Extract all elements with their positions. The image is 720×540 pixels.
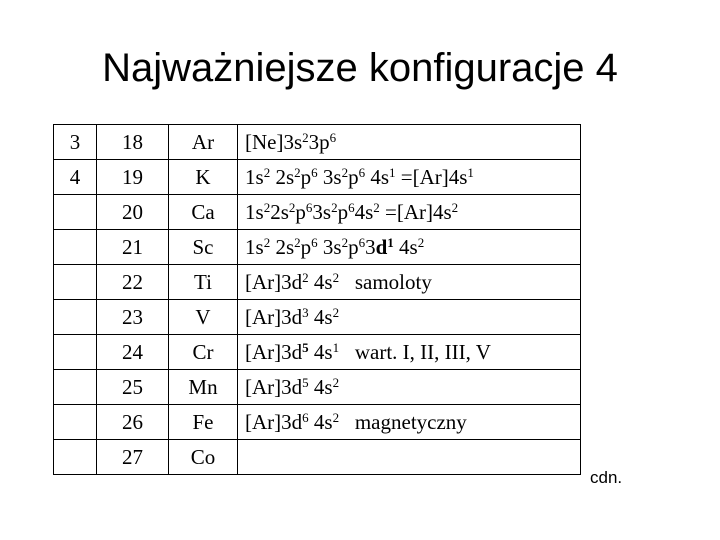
- config-superscript: 2: [294, 234, 301, 250]
- electron-config-cell: [238, 230, 581, 265]
- config-text: magnetyczny: [339, 409, 467, 434]
- electron-config-cell: [238, 125, 581, 160]
- config-text: 1s: [245, 199, 264, 224]
- table-row: [54, 300, 581, 335]
- config-superscript: 2: [302, 269, 309, 285]
- config-text: 4s: [308, 409, 333, 434]
- config-superscript: 6: [305, 199, 313, 215]
- electron-config-cell: [238, 440, 581, 475]
- config-text: 2s: [270, 164, 295, 189]
- config-text: 4s: [308, 304, 333, 329]
- config-superscript: 2: [332, 269, 340, 285]
- period-cell: [54, 265, 97, 300]
- atomic-number-cell: 21: [97, 230, 169, 265]
- config-text: 4s: [365, 164, 389, 189]
- config-text: [Ar]3d: [245, 339, 303, 364]
- config-text: 3s: [312, 199, 332, 224]
- config-superscript: 2: [341, 234, 349, 250]
- electron-configuration-table: [53, 124, 581, 475]
- config-superscript: 6: [329, 129, 337, 145]
- atomic-number-cell: 19: [97, 160, 169, 195]
- table-row: [54, 265, 581, 300]
- config-text: 3s: [317, 164, 342, 189]
- electron-config-cell: [238, 370, 581, 405]
- config-text: 3s: [317, 234, 342, 259]
- atomic-number-cell: 25: [97, 370, 169, 405]
- config-text: 4s: [308, 269, 333, 294]
- atomic-number-cell: 23: [97, 300, 169, 335]
- config-text: p: [337, 199, 349, 224]
- config-superscript: 5: [302, 374, 309, 390]
- atomic-number-cell: 22: [97, 265, 169, 300]
- config-text: 3p: [308, 129, 330, 154]
- config-superscript: 6: [302, 409, 309, 425]
- footnote: cdn.: [590, 468, 623, 487]
- config-superscript: 2: [263, 234, 271, 250]
- period-cell: 4: [54, 160, 97, 195]
- table-row: [54, 335, 581, 370]
- config-text: 2s: [270, 234, 295, 259]
- config-text: p: [300, 234, 312, 259]
- element-symbol-cell: Fe: [169, 405, 238, 440]
- config-text: 3: [365, 234, 376, 259]
- config-text: 1s: [245, 164, 264, 189]
- period-cell: 3: [54, 125, 97, 160]
- config-text: d: [375, 234, 388, 259]
- config-superscript: 1: [389, 164, 396, 180]
- config-text: [Ar]3d: [245, 269, 303, 294]
- table-row: [54, 230, 581, 265]
- atomic-number-cell: 24: [97, 335, 169, 370]
- period-cell: [54, 195, 97, 230]
- config-text: samoloty: [339, 269, 432, 294]
- config-text: p: [348, 164, 359, 189]
- config-text: [Ne]3s: [245, 129, 303, 154]
- config-text: 4s: [308, 374, 333, 399]
- config-superscript: 2: [288, 199, 296, 215]
- table-row: [54, 125, 581, 160]
- electron-config-cell: [238, 405, 581, 440]
- config-text: p: [295, 199, 306, 224]
- element-symbol-cell: Ar: [169, 125, 238, 160]
- electron-config-cell: [238, 335, 581, 370]
- slide-title: Najważniejsze konfiguracje 4: [102, 46, 618, 90]
- electron-config-cell: [238, 160, 581, 195]
- atomic-number-cell: 18: [97, 125, 169, 160]
- config-text: 4s: [354, 199, 374, 224]
- config-text: 1s: [245, 234, 264, 259]
- table-row: [54, 160, 581, 195]
- config-text: [Ar]3d: [245, 374, 303, 399]
- electron-config-cell: [238, 300, 581, 335]
- config-superscript: 2: [341, 164, 349, 180]
- config-text: p: [300, 164, 312, 189]
- element-symbol-cell: Co: [169, 440, 238, 475]
- config-text: [Ar]3d: [245, 409, 303, 434]
- period-cell: [54, 405, 97, 440]
- config-superscript: 2: [302, 129, 309, 145]
- period-cell: [54, 335, 97, 370]
- config-text: =[Ar]4s: [379, 199, 452, 224]
- config-superscript: 2: [263, 199, 271, 215]
- config-text: 4s: [308, 339, 333, 364]
- element-symbol-cell: Ti: [169, 265, 238, 300]
- config-superscript: 2: [332, 409, 340, 425]
- config-superscript: 2: [294, 164, 301, 180]
- atomic-number-cell: 27: [97, 440, 169, 475]
- period-cell: [54, 440, 97, 475]
- config-superscript: 6: [348, 199, 355, 215]
- config-text: p: [348, 234, 359, 259]
- config-text: =[Ar]4s: [395, 164, 468, 189]
- config-text: [Ar]3d: [245, 304, 303, 329]
- config-superscript: 1: [332, 339, 340, 355]
- config-superscript: 2: [331, 199, 338, 215]
- atomic-number-cell: 20: [97, 195, 169, 230]
- table-row: [54, 440, 581, 475]
- config-superscript: 2: [263, 164, 271, 180]
- config-superscript: 6: [358, 164, 366, 180]
- atomic-number-cell: 26: [97, 405, 169, 440]
- config-superscript: 6: [311, 234, 318, 250]
- element-symbol-cell: V: [169, 300, 238, 335]
- period-cell: [54, 370, 97, 405]
- config-superscript: 2: [373, 199, 380, 215]
- electron-config-cell: [238, 265, 581, 300]
- config-superscript: 2: [451, 199, 459, 215]
- electron-config-cell: [238, 195, 581, 230]
- element-symbol-cell: Mn: [169, 370, 238, 405]
- config-text: 4s: [393, 234, 418, 259]
- table-row: [54, 370, 581, 405]
- table-row: [54, 195, 581, 230]
- table-row: [54, 405, 581, 440]
- config-superscript: 2: [332, 374, 340, 390]
- element-symbol-cell: Sc: [169, 230, 238, 265]
- config-superscript: 5: [302, 339, 309, 355]
- config-text: wart. I, II, III, V: [339, 339, 491, 364]
- config-superscript: 1: [467, 164, 474, 180]
- config-superscript: 6: [358, 234, 366, 250]
- element-symbol-cell: Cr: [169, 335, 238, 370]
- period-cell: [54, 230, 97, 265]
- config-superscript: 3: [302, 304, 309, 320]
- config-text: 2s: [270, 199, 289, 224]
- config-superscript: 1: [387, 234, 394, 250]
- config-superscript: 2: [417, 234, 425, 250]
- period-cell: [54, 300, 97, 335]
- element-symbol-cell: K: [169, 160, 238, 195]
- config-superscript: 2: [332, 304, 340, 320]
- element-symbol-cell: Ca: [169, 195, 238, 230]
- config-superscript: 6: [311, 164, 318, 180]
